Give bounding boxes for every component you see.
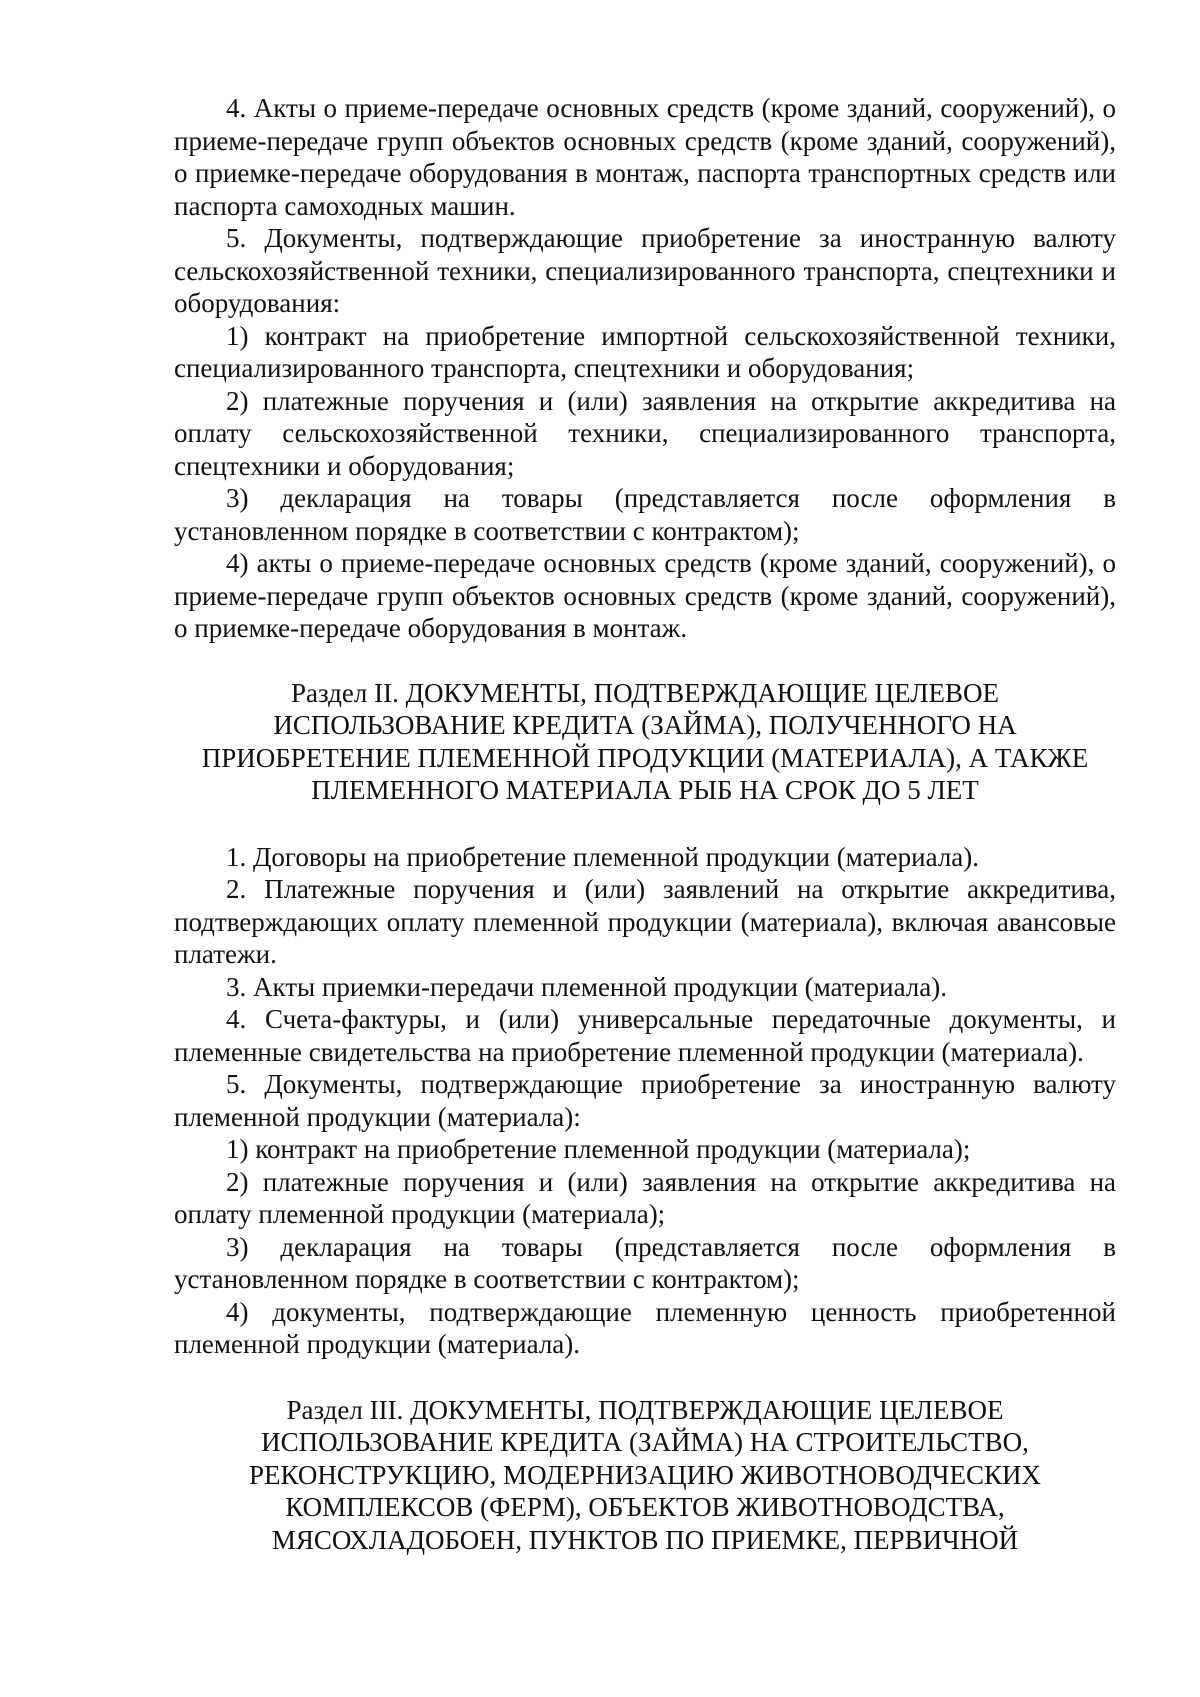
paragraph: 3. Акты приемки-передачи племенной продукции (материала).	[226, 971, 947, 1002]
paragraph: 4. Акты о приеме-передаче основных средств (кроме зданий, сооружений), о приеме-передаче групп объектов основных средств (кроме зданий, сооружений), о приемке-передаче оборудования в монтаж, паспорта транспортных средств или паспорта самоходных машин.	[174, 93, 1116, 221]
paragraph: 1) контракт на приобретение импортной сельскохозяйственной техники, специализированного транспорта, спецтехники и оборудования;	[174, 320, 1116, 383]
paragraph: 5. Документы, подтверждающие приобретение за иностранную валюту племенной продукции (материала):	[174, 1069, 1116, 1132]
section-3	[174, 1394, 1116, 1557]
paragraph: 1. Договоры на приобретение племенной продукции (материала).	[226, 841, 980, 872]
paragraph: 1) контракт на приобретение племенной продукции (материала);	[226, 1134, 971, 1164]
paragraph: 5. Документы, подтверждающие приобретение за иностранную валюту сельскохозяйственной техники, специализированного транспорта, спецтехники и оборудования:	[174, 223, 1116, 318]
paragraph: 2) платежные поручения и (или) заявления на открытие аккредитива на оплату сельскохозяйственной техники, специализированного транспорта, спецтехники и оборудования;	[174, 385, 1116, 481]
paragraph: 2) платежные поручения и (или) заявления на открытие аккредитива на оплату племенной продукции (материала);	[174, 1166, 1116, 1229]
paragraph: 3) декларация на товары (представляется после оформления в установленном порядке в соответствии с контрактом);	[174, 1231, 1116, 1294]
section-2	[174, 677, 1116, 1361]
section-3-heading: Раздел III. ДОКУМЕНТЫ, ПОДТВЕРЖДАЮЩИЕ ЦЕЛЕВОЕ ИСПОЛЬЗОВАНИЕ КРЕДИТА (ЗАЙМА) НА СТРОИТЕЛЬСТВО, РЕКОНСТРУКЦИЮ, МОДЕРНИЗАЦИЮ ЖИВОТНОВОДЧЕСКИХ КОМПЛЕКСОВ (ФЕРМ), ОБЪЕКТОВ ЖИВОТНОВОДСТВА, МЯСОХЛАДОБОЕН, ПУНКТОВ ПО ПРИЕМКЕ, ПЕРВИЧНОЙ	[249, 1394, 1041, 1555]
paragraph: 3) декларация на товары (представляется после оформления в установленном порядке в соответствии с контрактом);	[174, 483, 1116, 546]
section-2-heading: Раздел II. ДОКУМЕНТЫ, ПОДТВЕРЖДАЮЩИЕ ЦЕЛЕВОЕ ИСПОЛЬЗОВАНИЕ КРЕДИТА (ЗАЙМА), ПОЛУЧЕННОГО НА ПРИОБРЕТЕНИЕ ПЛЕМЕННОЙ ПРОДУКЦИИ (МАТЕРИАЛА), А ТАКЖЕ ПЛЕМЕННОГО МАТЕРИАЛА РЫБ НА СРОК ДО 5 ЛЕТ	[201, 677, 1089, 805]
paragraph: 4) акты о приеме-передаче основных средств (кроме зданий, сооружений), о приеме-передаче групп объектов основных средств (кроме зданий, сооружений), о приемке-передаче оборудования в монтаж.	[174, 548, 1116, 643]
document-page	[174, 92, 1116, 1556]
paragraph: 4. Счета-фактуры, и (или) универсальные передаточные документы, и племенные свидетельства на приобретение племенной продукции (материала).	[174, 1004, 1116, 1067]
paragraph: 2. Платежные поручения и (или) заявлений на открытие аккредитива, подтверждающих оплату племенной продукции (материала), включая авансовые платежи.	[174, 874, 1116, 969]
paragraph: 4) документы, подтверждающие племенную ценность приобретенной племенной продукции (материала).	[174, 1296, 1116, 1359]
section1-tail	[174, 92, 1116, 645]
